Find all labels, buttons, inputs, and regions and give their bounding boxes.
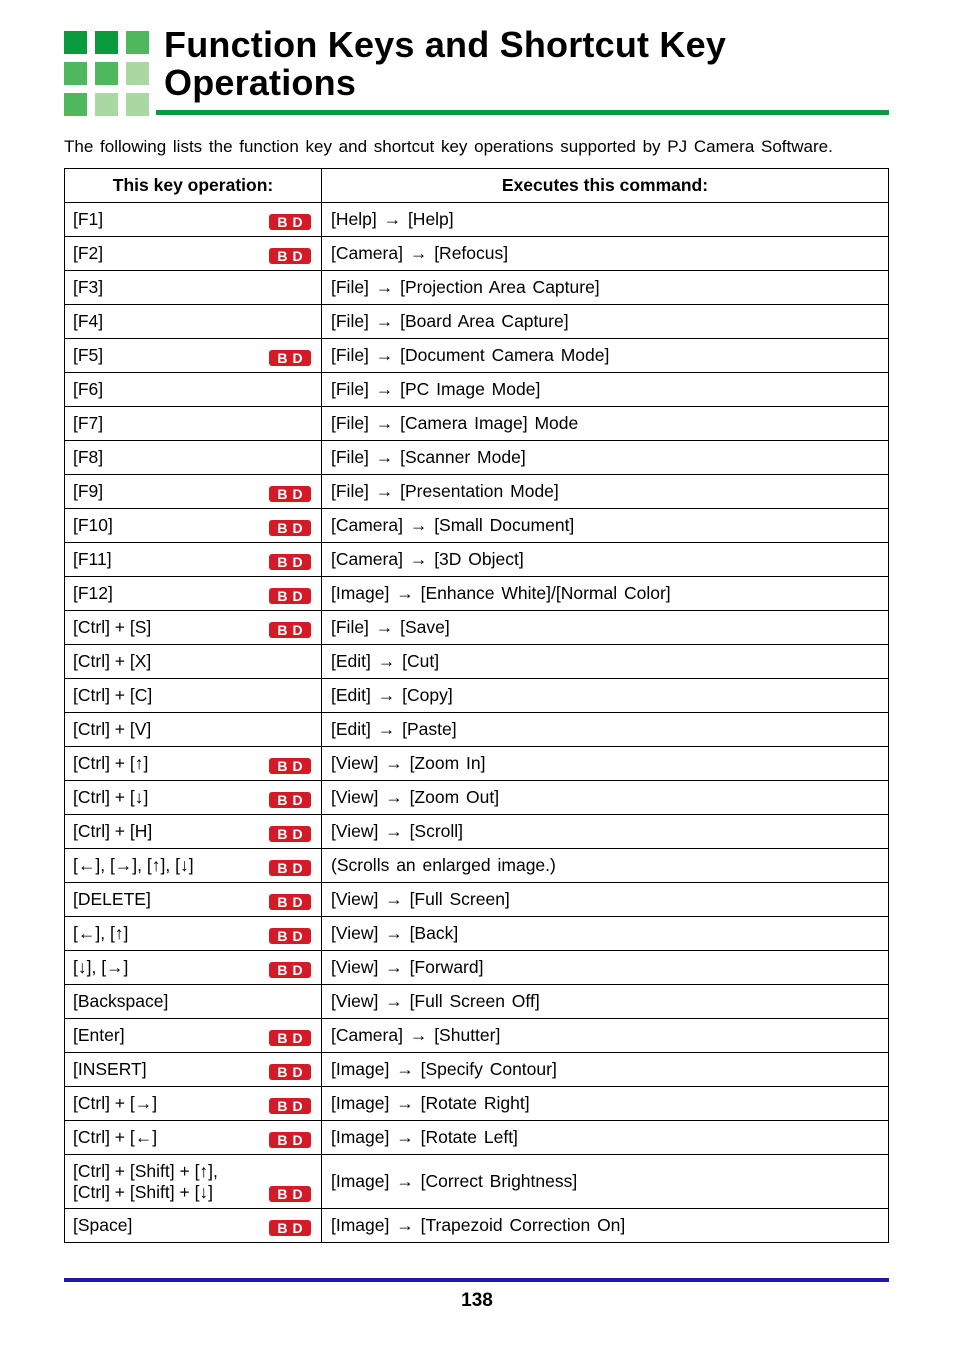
key-cell bbox=[65, 747, 322, 781]
table-row bbox=[65, 645, 889, 679]
bd-badge: BD bbox=[269, 248, 311, 264]
key-cell bbox=[65, 1053, 322, 1087]
table-row bbox=[65, 373, 889, 407]
key-cell bbox=[65, 305, 322, 339]
key-cell bbox=[65, 203, 322, 237]
key-label: [Ctrl] + [→] bbox=[73, 1093, 158, 1113]
key-label: [F5] bbox=[73, 345, 104, 365]
command-cell: [View] → [Forward] bbox=[322, 951, 889, 985]
command-cell: [View] → [Scroll] bbox=[322, 815, 889, 849]
table-row bbox=[65, 407, 889, 441]
command-cell: [Image] → [Rotate Right] bbox=[322, 1087, 889, 1121]
footer-rule bbox=[64, 1278, 889, 1282]
table-row bbox=[65, 849, 889, 883]
table-row bbox=[65, 713, 889, 747]
logo-square bbox=[126, 93, 149, 116]
key-cell bbox=[65, 339, 322, 373]
page-title-line1: Function Keys and Shortcut Key bbox=[164, 24, 727, 65]
command-cell: [File] → [Scanner Mode] bbox=[322, 441, 889, 475]
bd-badge: BD bbox=[269, 1030, 311, 1046]
table-row bbox=[65, 237, 889, 271]
key-label: [Backspace] bbox=[73, 991, 169, 1011]
key-cell bbox=[65, 713, 322, 747]
table-row bbox=[65, 951, 889, 985]
key-label: [F7] bbox=[73, 413, 104, 433]
key-cell bbox=[65, 1087, 322, 1121]
bd-badge: BD bbox=[269, 894, 311, 910]
key-label: [F12] bbox=[73, 583, 113, 603]
table-row bbox=[65, 1053, 889, 1087]
bd-badge: BD bbox=[269, 1098, 311, 1114]
table-row bbox=[65, 1019, 889, 1053]
table-row bbox=[65, 305, 889, 339]
key-cell bbox=[65, 237, 322, 271]
table-row bbox=[65, 883, 889, 917]
command-cell: [File] → [Board Area Capture] bbox=[322, 305, 889, 339]
bd-badge: BD bbox=[269, 1220, 311, 1236]
command-cell: [Edit] → [Cut] bbox=[322, 645, 889, 679]
logo-square bbox=[95, 93, 118, 116]
key-label: [Ctrl] + [Shift] + [↑], [Ctrl] + [Shift] + [↓] bbox=[73, 1160, 218, 1202]
command-cell: [File] → [PC Image Mode] bbox=[322, 373, 889, 407]
page-title-line2: Operations bbox=[164, 62, 357, 103]
key-cell bbox=[65, 373, 322, 407]
command-cell: [View] → [Zoom In] bbox=[322, 747, 889, 781]
key-label: [Ctrl] + [↓] bbox=[73, 787, 149, 807]
table-row bbox=[65, 203, 889, 237]
key-cell bbox=[65, 849, 322, 883]
key-label: [F6] bbox=[73, 379, 104, 399]
key-label: [Enter] bbox=[73, 1025, 125, 1045]
key-label: [F9] bbox=[73, 481, 104, 501]
command-cell: [File] → [Presentation Mode] bbox=[322, 475, 889, 509]
key-cell bbox=[65, 611, 322, 645]
bd-badge: BD bbox=[269, 486, 311, 502]
command-cell: [File] → [Save] bbox=[322, 611, 889, 645]
key-cell bbox=[65, 1019, 322, 1053]
command-cell: [Image] → [Rotate Left] bbox=[322, 1121, 889, 1155]
key-cell bbox=[65, 917, 322, 951]
command-cell: [File] → [Camera Image] Mode bbox=[322, 407, 889, 441]
column-header-command: Executes this command: bbox=[322, 169, 889, 203]
key-label: [←], [↑] bbox=[73, 923, 129, 943]
bd-badge: BD bbox=[269, 792, 311, 808]
page-title bbox=[164, 26, 726, 102]
section-logo-icon bbox=[64, 31, 150, 117]
key-label: [F1] bbox=[73, 209, 104, 229]
key-label: [Ctrl] + [X] bbox=[73, 651, 152, 671]
key-label: [F3] bbox=[73, 277, 104, 297]
command-cell: [Camera] → [3D Object] bbox=[322, 543, 889, 577]
key-cell bbox=[65, 815, 322, 849]
bd-badge: BD bbox=[269, 622, 311, 638]
table-header-row bbox=[65, 169, 889, 203]
key-label: [↓], [→] bbox=[73, 957, 129, 977]
key-cell bbox=[65, 509, 322, 543]
command-cell: [View] → [Full Screen Off] bbox=[322, 985, 889, 1019]
command-cell: [Help] → [Help] bbox=[322, 203, 889, 237]
bd-badge: BD bbox=[269, 758, 311, 774]
shortcut-table bbox=[64, 168, 889, 1243]
key-cell bbox=[65, 781, 322, 815]
key-label: [Ctrl] + [H] bbox=[73, 821, 153, 841]
key-cell bbox=[65, 1121, 322, 1155]
bd-badge: BD bbox=[269, 588, 311, 604]
table-row bbox=[65, 577, 889, 611]
logo-square bbox=[64, 31, 87, 54]
logo-square bbox=[64, 62, 87, 85]
key-label: [Ctrl] + [←] bbox=[73, 1127, 158, 1147]
key-label: [F11] bbox=[73, 549, 112, 569]
key-label: [Ctrl] + [↑] bbox=[73, 753, 149, 773]
key-label: [←], [→], [↑], [↓] bbox=[73, 855, 194, 875]
command-cell: [Image] → [Enhance White]/[Normal Color] bbox=[322, 577, 889, 611]
table-row bbox=[65, 781, 889, 815]
command-cell: (Scrolls an enlarged image.) bbox=[322, 849, 889, 883]
key-label: [F2] bbox=[73, 243, 104, 263]
bd-badge: BD bbox=[269, 826, 311, 842]
table-row bbox=[65, 1155, 889, 1209]
key-cell bbox=[65, 645, 322, 679]
key-cell bbox=[65, 883, 322, 917]
key-cell bbox=[65, 985, 322, 1019]
key-label: [Ctrl] + [S] bbox=[73, 617, 152, 637]
bd-badge: BD bbox=[269, 554, 311, 570]
table-row bbox=[65, 611, 889, 645]
key-cell bbox=[65, 441, 322, 475]
bd-badge: BD bbox=[269, 1064, 311, 1080]
bd-badge: BD bbox=[269, 520, 311, 536]
table-row bbox=[65, 985, 889, 1019]
bd-badge: BD bbox=[269, 928, 311, 944]
title-underline bbox=[156, 110, 889, 115]
intro-paragraph: The following lists the function key and shortcut key operations supported by PJ Camera Software. bbox=[64, 137, 833, 156]
command-cell: [Edit] → [Copy] bbox=[322, 679, 889, 713]
command-cell: [File] → [Projection Area Capture] bbox=[322, 271, 889, 305]
table-row bbox=[65, 1121, 889, 1155]
command-cell: [Camera] → [Small Document] bbox=[322, 509, 889, 543]
bd-badge: BD bbox=[269, 1186, 311, 1202]
key-label: [F10] bbox=[73, 515, 113, 535]
key-cell bbox=[65, 577, 322, 611]
bd-badge: BD bbox=[269, 214, 311, 230]
key-cell bbox=[65, 271, 322, 305]
key-label: [Ctrl] + [V] bbox=[73, 719, 152, 739]
key-label: [F4] bbox=[73, 311, 104, 331]
key-cell bbox=[65, 951, 322, 985]
key-label: [F8] bbox=[73, 447, 104, 467]
key-label: [DELETE] bbox=[73, 889, 151, 909]
bd-badge: BD bbox=[269, 860, 311, 876]
bd-badge: BD bbox=[269, 1132, 311, 1148]
table-row bbox=[65, 339, 889, 373]
command-cell: [Image] → [Specify Contour] bbox=[322, 1053, 889, 1087]
command-cell: [View] → [Full Screen] bbox=[322, 883, 889, 917]
key-cell bbox=[65, 1209, 322, 1243]
key-cell bbox=[65, 475, 322, 509]
key-label: [INSERT] bbox=[73, 1059, 147, 1079]
table-row bbox=[65, 543, 889, 577]
column-header-key: This key operation: bbox=[65, 169, 322, 203]
command-cell: [Edit] → [Paste] bbox=[322, 713, 889, 747]
table-row bbox=[65, 475, 889, 509]
command-cell: [Camera] → [Shutter] bbox=[322, 1019, 889, 1053]
table-row bbox=[65, 1209, 889, 1243]
command-cell: [Image] → [Trapezoid Correction On] bbox=[322, 1209, 889, 1243]
key-label: [Space] bbox=[73, 1215, 133, 1235]
command-cell: [Image] → [Correct Brightness] bbox=[322, 1155, 889, 1209]
logo-square bbox=[126, 62, 149, 85]
bd-badge: BD bbox=[269, 350, 311, 366]
command-cell: [View] → [Back] bbox=[322, 917, 889, 951]
table-row bbox=[65, 271, 889, 305]
key-cell bbox=[65, 407, 322, 441]
key-cell bbox=[65, 679, 322, 713]
command-cell: [View] → [Zoom Out] bbox=[322, 781, 889, 815]
logo-square bbox=[95, 31, 118, 54]
logo-square bbox=[64, 93, 87, 116]
page-number: 138 bbox=[461, 1290, 493, 1311]
logo-square bbox=[126, 31, 149, 54]
command-cell: [Camera] → [Refocus] bbox=[322, 237, 889, 271]
table-row bbox=[65, 815, 889, 849]
key-cell bbox=[65, 1155, 322, 1209]
table-row bbox=[65, 509, 889, 543]
table-body bbox=[65, 203, 889, 1243]
command-cell: [File] → [Document Camera Mode] bbox=[322, 339, 889, 373]
table-row bbox=[65, 917, 889, 951]
key-cell bbox=[65, 543, 322, 577]
key-label: [Ctrl] + [C] bbox=[73, 685, 153, 705]
table-row bbox=[65, 441, 889, 475]
logo-square bbox=[95, 62, 118, 85]
table-row bbox=[65, 747, 889, 781]
table-row bbox=[65, 679, 889, 713]
table-row bbox=[65, 1087, 889, 1121]
bd-badge: BD bbox=[269, 962, 311, 978]
